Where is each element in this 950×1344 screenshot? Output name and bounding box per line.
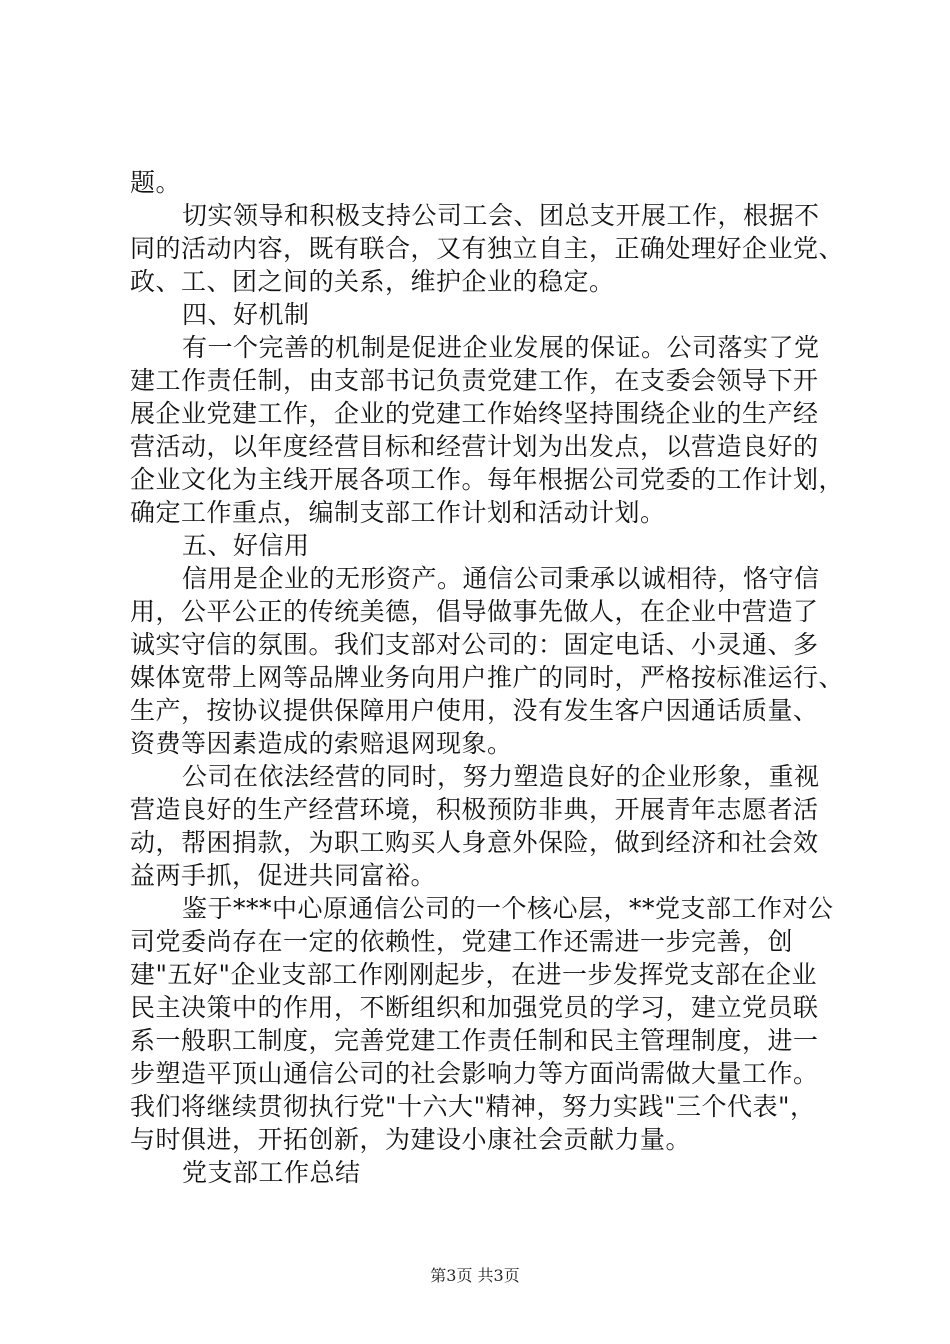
text-line: 题。 [130,168,182,197]
text-line: 系一般职工制度，完善党建工作责任制和民主管理制度，进一 [130,1026,819,1055]
text-line: 党支部工作总结 [182,1158,361,1187]
text-line: 政、工、团之间的关系，维护企业的稳定。 [130,267,615,296]
text-line: 企业文化为主线开展各项工作。每年根据公司党委的工作计划， [130,465,845,494]
page-number-footer: 第3页 共3页 [430,1266,520,1285]
text-line: 建工作责任制，由支部书记负责党建工作，在支委会领导下开 [130,366,819,395]
text-line: 四、好机制 [182,300,310,329]
text-line: 媒体宽带上网等品牌业务向用户推广的同时，严格按标准运行、 [130,663,845,692]
text-line: 鉴于***中心原通信公司的一个核心层，**党支部工作对公 [182,894,834,923]
text-line: 生产，按协议提供保障用户使用，没有发生客户因通话质量、 [130,696,819,725]
text-line: 营活动，以年度经营目标和经营计划为出发点，以营造良好的 [130,432,819,461]
text-line: 同的活动内容，既有联合，又有独立自主，正确处理好企业党、 [130,234,845,263]
text-line: 营造良好的生产经营环境，积极预防非典，开展青年志愿者活 [130,795,819,824]
text-line: 信用是企业的无形资产。通信公司秉承以诚相待，恪守信 [182,564,820,593]
text-line: 与时俱进，开拓创新，为建设小康社会贡献力量。 [130,1125,692,1154]
text-line: 资费等因素造成的索赔退网现象。 [130,729,513,758]
document-body [130,166,845,1189]
text-line: 切实领导和积极支持公司工会、团总支开展工作，根据不 [182,201,820,230]
text-line: 司党委尚存在一定的依赖性，党建工作还需进一步完善，创 [130,927,794,956]
text-line: 我们将继续贯彻执行党"十六大"精神，努力实践"三个代表"， [130,1092,816,1121]
text-line: 展企业党建工作，企业的党建工作始终坚持围绕企业的生产经 [130,399,819,428]
text-line: 建"五好"企业支部工作刚刚起步，在进一步发挥党支部在企业 [130,960,818,989]
text-line: 步塑造平顶山通信公司的社会影响力等方面尚需做大量工作。 [130,1059,819,1088]
text-line: 五、好信用 [182,531,310,560]
text-line: 公司在依法经营的同时，努力塑造良好的企业形象，重视 [182,762,820,791]
text-line: 确定工作重点，编制支部工作计划和活动计划。 [130,498,666,527]
text-line: 动，帮困捐款，为职工购买人身意外保险，做到经济和社会效 [130,828,819,857]
text-line: 益两手抓，促进共同富裕。 [130,861,437,890]
text-line: 用，公平公正的传统美德，倡导做事先做人，在企业中营造了 [130,597,819,626]
text-line: 诚实守信的氛围。我们支部对公司的：固定电话、小灵通、多 [130,630,819,659]
text-line: 民主决策中的作用，不断组织和加强党员的学习，建立党员联 [130,993,819,1022]
text-line: 有一个完善的机制是促进企业发展的保证。公司落实了党 [182,333,820,362]
